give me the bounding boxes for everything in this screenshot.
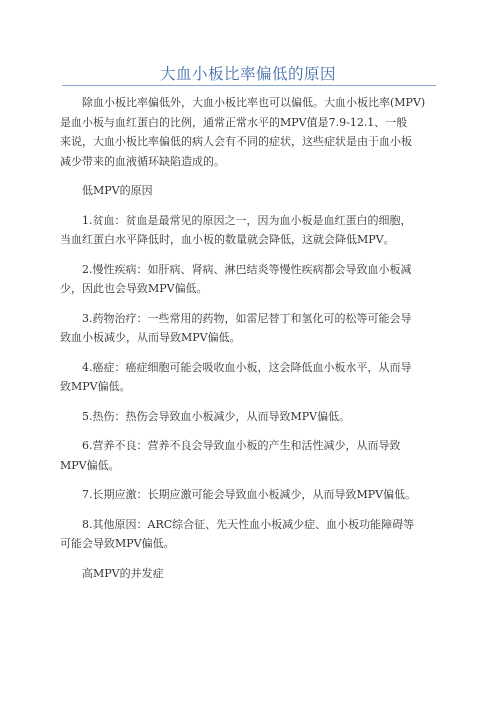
document-title: 大血小板比率偏低的原因	[159, 65, 336, 83]
cause-line: 5.热伤：热伤会导致血小板减少，从而导致MPV偏低。	[82, 409, 351, 423]
cause-item	[60, 436, 440, 475]
cause-line: 少，因此也会导致MPV偏低。	[60, 282, 208, 295]
cause-line: 致MPV偏低。	[60, 380, 131, 393]
cause-item	[60, 358, 440, 397]
cause-line: 1.贫血：贫血是最常见的原因之一，因为血小板是血红蛋白的细胞，	[82, 213, 412, 227]
intro-line: 来说，大血小板比率偏低的病人会有不同的症状，这些症状是由于血小板	[60, 135, 412, 148]
cause-item	[60, 485, 440, 505]
intro-paragraph	[60, 93, 440, 171]
section-heading-high-mpv	[60, 564, 440, 584]
cause-item	[60, 260, 440, 299]
section-heading-text: 低MPV的原因	[82, 184, 153, 197]
cause-line: 6.营养不良：营养不良会导致血小板的产生和活性减少，从而导致	[82, 439, 401, 452]
cause-line: MPV偏低。	[60, 458, 120, 472]
cause-line: 可能会导致MPV偏低。	[60, 537, 175, 550]
cause-item	[60, 309, 440, 348]
cause-line: 当血红蛋白水平降低时，血小板的数量就会降低，这就会降低MPV。	[60, 233, 395, 246]
intro-line: 减少带来的血液循环缺陷造成的。	[60, 154, 225, 168]
cause-line: 致血小板减少，从而导致MPV偏低。	[60, 331, 241, 344]
section-heading-text: 高MPV的并发症	[82, 566, 164, 580]
cause-item	[60, 407, 440, 427]
intro-line: 除血小板比率偏低外，大血小板比率也可以偏低。大血小板比率(MPV)	[82, 96, 426, 109]
title-underline	[62, 85, 436, 86]
cause-line: 3.药物治疗：一些常用的药物，如雷尼替丁和氢化可的松等可能会导	[82, 311, 412, 325]
cause-line: 7.长期应激：长期应激可能会导致血小板减少，从而导致MPV偏低。	[82, 488, 417, 501]
cause-line: 2.慢性疾病：如肝病、肾病、淋巴结炎等慢性疾病都会导致血小板减	[82, 262, 412, 276]
section-heading-low-mpv	[60, 181, 440, 201]
document-body	[60, 93, 440, 593]
cause-line: 4.癌症：癌症细胞可能会吸收血小板，这会降低血小板水平，从而导	[82, 360, 412, 374]
intro-line: 是血小板与血红蛋白的比例，通常正常水平的MPV值是7.9-12.1、一般	[60, 115, 408, 129]
cause-line: 8.其他原因：ARC综合征、先天性血小板减少症、血小板功能障碍等	[82, 517, 415, 531]
cause-item	[60, 515, 440, 554]
cause-item	[60, 211, 440, 250]
